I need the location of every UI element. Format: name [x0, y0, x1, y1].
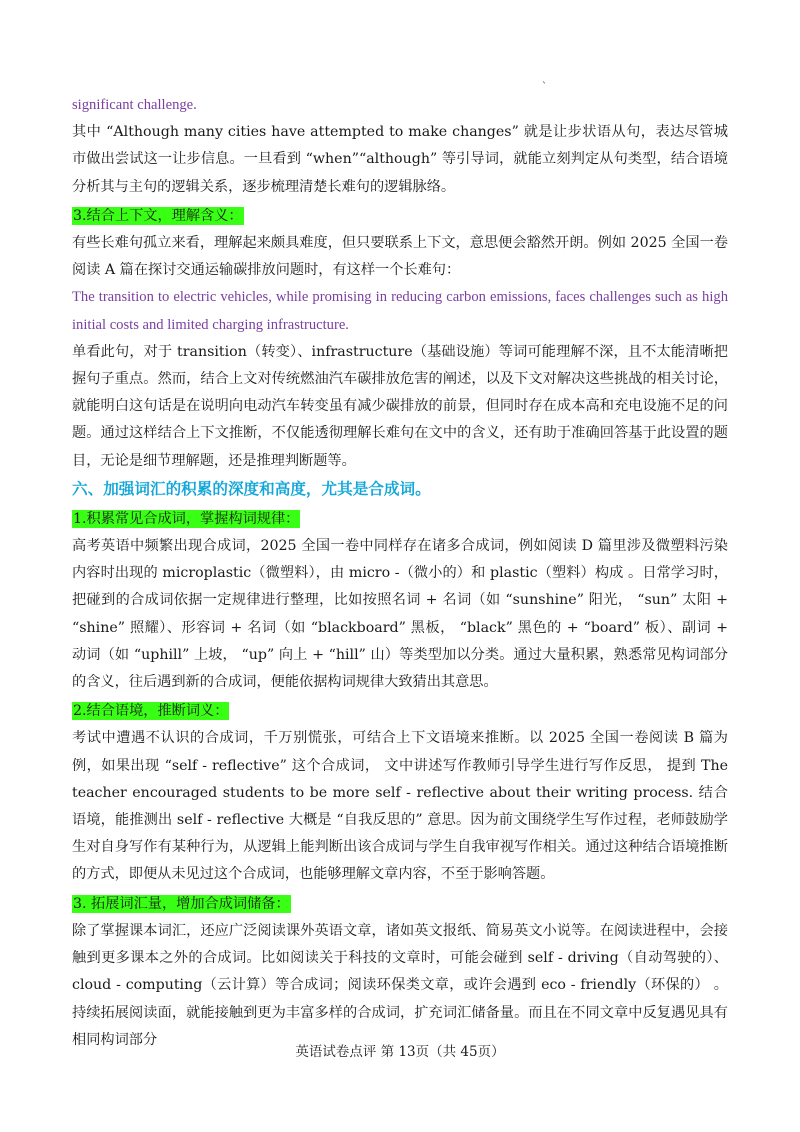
- section-heading-vocabulary: 六、加强词汇的积累的深度和高度，尤其是合成词。: [72, 479, 431, 498]
- subheading-infer-meaning-text: 2.结合语境，推断词义：: [73, 703, 229, 720]
- subheading-compound-words-text: 1.积累常见合成词，掌握构词规律：: [73, 510, 300, 527]
- example-sentence-continuation: significant challenge.: [72, 97, 197, 113]
- subheading-expand-vocabulary-text: 3. 拓展词汇量，增加合成词储备：: [73, 895, 290, 912]
- subheading-compound-words: [72, 504, 728, 533]
- page-footer: 英语试卷点评 第 13页（共 45页）: [295, 1044, 505, 1060]
- paragraph-infer-meaning: 考试中遭遇不认识的合成词，千万别慌张，可结合上下文语境来推断。以 2025 全国一卷阅读 B 篇为例，如果出现 “self - reflective” 这个合成词， 文中讲述写作教师引导学生进行写作反思， 提到 The teacher encouraged students to be more self - reflective about their writing process. 结合语境，能推测出 self - reflective 大概是 “自我反思的” 意思。因为前文围绕学生写作过程，老师鼓励学生对自身写作有某种行为，从逻辑上能判断出该合成词与学生自我审视写作相关。通过这种结合语境推断的方式，即便从未见过这个合成词，也能够理解文章内容，不至于影响答题。: [72, 730, 728, 883]
- subheading-context-text: 3.结合上下文，理解含义：: [73, 207, 243, 224]
- paragraph-expand-vocabulary: 除了掌握课本词汇，还应广泛阅读课外英语文章，诸如英文报纸、简易英文小说等。在阅读进程中，会接触到更多课本之外的合成词。比如阅读关于科技的文章时，可能会碰到 self - driving（自动驾驶的）、cloud - computing（云计算）等合成词；阅读环保类文章，或许会遇到 eco - friendly（环保的） 。持续拓展阅读面，就能接触到更为丰富多样的合成词，扩充词汇储备量。而且在不同文章中反复遇见具有相同构词部分: [72, 922, 728, 1048]
- subheading-infer-meaning: [72, 696, 728, 725]
- paragraph-clause-analysis: 其中 “Although many cities have attempted to make changes” 就是让步状语从句，表达尽管城市做出尝试这一让步信息。一旦看到 “when”“although” 等引导词，就能立刻判定从句类型，结合语境分析其与主句的逻辑关系，逐步梳理清楚长难句的逻辑脉络。: [72, 124, 728, 195]
- paragraph-context-analysis: 单看此句，对于 transition（转变）、infrastructure（基础设施）等词可能理解不深，且不太能清晰把握句子重点。然而，结合上文对传统燃油汽车碳排放危害的阐述，以及下文对解决这些挑战的相关讨论，就能明白这句话是在说明向电动汽车转变虽有减少碳排放的前景，但同时存在成本高和充电设施不足的问题。通过这样结合上下文推断，不仅能透彻理解长难句在文中的含义，还有助于准确回答基于此设置的题目，无论是细节理解题，还是推理判断题等。: [72, 343, 728, 469]
- paragraph-context-intro: 有些长难句孤立来看，理解起来颇具难度，但只要联系上下文，意思便会豁然开朗。例如 2025 全国一卷阅读 A 篇在探讨交通运输碳排放问题时，有这样一个长难句：: [72, 235, 728, 279]
- example-sentence-ev: The transition to electric vehicles, while promising in reducing carbon emissions, faces challenges such as high initial costs and limited charging infrastructure.: [72, 289, 728, 333]
- subheading-context: [72, 201, 728, 230]
- page-mark: `: [542, 82, 547, 93]
- page-content: [72, 92, 728, 1054]
- paragraph-compound-words: 高考英语中频繁出现合成词，2025 全国一卷中同样存在诸多合成词，例如阅读 D 篇里涉及微塑料污染内容时出现的 microplastic（微塑料），由 micro -（微小的）和 plastic（塑料）构成 。日常学习时，把碰到的合成词依据一定规律进行整理，比如按照名词 + 名词（如 “sunshine” 阳光， “sun” 太阳 + “shine” 照耀）、形容词 + 名词（如 “blackboard” 黑板， “black” 黑色的 + “board” 板）、副词 + 动词（如 “uphill” 上坡， “up” 向上 + “hill” 山）等类型加以分类。通过大量积累，熟悉常见构词部分的含义，往后遇到新的合成词，便能依据构词规律大致猜出其意思。: [72, 538, 728, 691]
- subheading-expand-vocabulary: [72, 889, 728, 918]
